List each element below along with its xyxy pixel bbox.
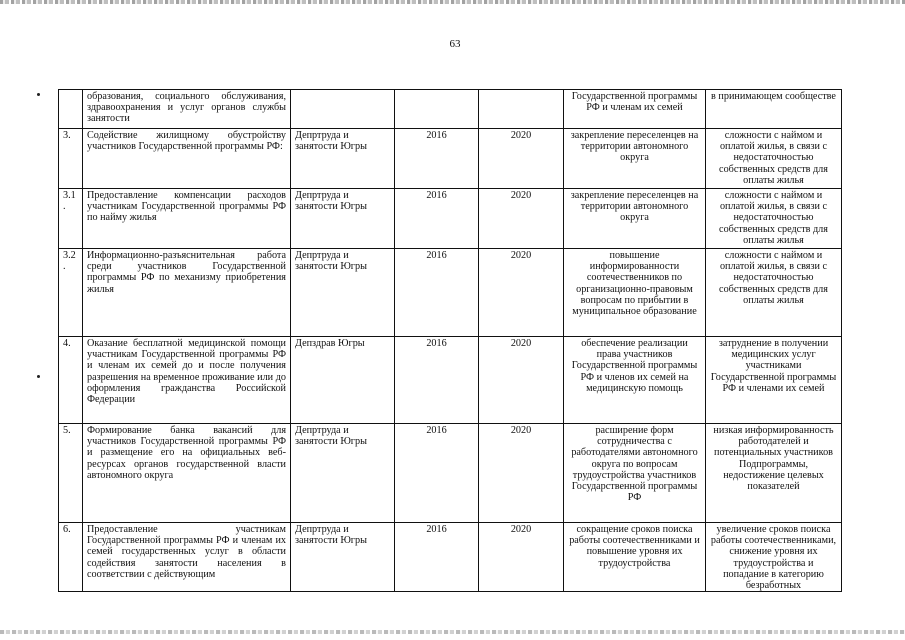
start-year: 2016 [426,425,447,436]
expected-result: закрепление переселенцев на территории автономного округа [570,190,699,224]
end-year: 2020 [510,130,532,141]
executor-cell [291,189,395,249]
risk: увеличение сроков поиска работы соотечественниками, снижение уровня их трудоустройства и попадание в категорию безработных [710,524,837,592]
start-year: 2016 [426,250,447,261]
table-row [59,523,842,592]
activity-name: Информационно-разъяснительная работа среди участников Государственной программы РФ по механизму приобретения жилья [87,250,286,295]
margin-mark [37,375,40,378]
end-year: 2020 [510,425,532,436]
executor-cell [291,249,395,337]
executor: Депртруда и занятости Югры [295,130,367,153]
table-row [59,337,842,424]
expected-result: сокращение сроков поиска работы соотечественниками и повышение уровня их трудоустройства [569,524,700,569]
table-row [59,129,842,189]
scan-edge-bottom [0,630,905,634]
executor-cell [291,424,395,523]
start-year-cell [395,90,479,129]
expected-result-cell [564,424,706,523]
expected-result-cell [564,129,706,189]
end-year-cell [479,189,564,249]
risk: сложности с наймом и оплатой жилья, в связи с недостаточностью собственных средств для оплаты жилья [719,130,828,186]
expected-result-cell [564,523,706,592]
executor: Депртруда и занятости Югры [295,190,367,213]
expected-result-cell [564,249,706,337]
executor-cell [291,337,395,424]
start-year-cell [395,249,479,337]
expected-result: расширение форм сотрудничества с работодателями автономного округа по вопросам трудоустройства участников Государственной программы РФ [571,425,698,504]
scan-edge-top [0,0,905,4]
expected-result: закрепление переселенцев на территории автономного округа [570,130,699,164]
program-activities-table [58,89,842,592]
start-year-cell [395,189,479,249]
end-year-cell [479,90,564,129]
executor-cell [291,90,395,129]
row-number: 6. [63,524,71,535]
end-year-cell [479,424,564,523]
page-number: 63 [449,38,461,50]
end-year: 2020 [510,250,532,261]
end-year: 2020 [510,190,532,201]
expected-result: повышение информированности соотечественников по организационно-правовым вопросам по прибытии в муниципальное образование [572,250,697,318]
activity-name-cell [83,129,291,189]
table-row [59,189,842,249]
risk-cell [706,90,842,129]
start-year-cell [395,129,479,189]
row-number-cell [59,523,83,592]
executor: Депздрав Югры [295,338,365,349]
row-number: 3.2 . [63,250,76,273]
start-year-cell [395,337,479,424]
executor: Депртруда и занятости Югры [295,524,367,547]
row-number: 3.1 . [63,190,76,213]
risk-cell [706,424,842,523]
risk-cell [706,129,842,189]
end-year-cell [479,523,564,592]
start-year: 2016 [426,130,447,141]
activity-name: Оказание бесплатной медицинской помощи участникам Государственной программы РФ и членам их семей до и после получения разрешения на временное проживание или до оформления гражданства Российской Федерации [87,338,286,406]
activity-name-cell [83,249,291,337]
risk: сложности с наймом и оплатой жилья, в связи с недостаточностью собственных средств для оплаты жилья [719,250,828,306]
risk: низкая информированность работодателей и потенциальных участников Подпрограммы, недостижение целевых показателей [713,425,834,493]
end-year: 2020 [510,524,532,535]
table-row [59,424,842,523]
expected-result-cell [564,189,706,249]
row-number-cell [59,90,83,129]
executor: Депртруда и занятости Югры [295,250,367,273]
end-year-cell [479,129,564,189]
risk: в принимающем сообществе [711,91,836,102]
row-number: 5. [63,425,71,436]
executor-cell [291,523,395,592]
row-number-cell [59,424,83,523]
activity-name-cell [83,90,291,129]
executor: Депртруда и занятости Югры [295,425,367,448]
row-number: 3. [63,130,71,141]
activity-name: Предоставление участникам Государственной программы РФ и членам их семей государственных услуг в области содействия занятости населения в соответствии с действующим [87,524,286,580]
start-year-cell [395,523,479,592]
risk: сложности с наймом и оплатой жилья, в связи с недостаточностью собственных средств для оплаты жилья [719,190,828,246]
activity-name: Предоставление компенсации расходов участникам Государственной программы РФ по найму жилья [87,190,286,224]
expected-result: обеспечение реализации права участников Государственной программы РФ и членов их семей на медицинскую помощь [571,338,698,394]
activity-name-cell [83,337,291,424]
risk-cell [706,337,842,424]
margin-mark [37,93,40,96]
risk-cell [706,523,842,592]
table-row [59,90,842,129]
expected-result: Государственной программы РФ и членам их семей [571,91,698,114]
risk-cell [706,249,842,337]
start-year: 2016 [426,190,447,201]
expected-result-cell [564,90,706,129]
row-number-cell [59,129,83,189]
activity-name-cell [83,189,291,249]
row-number-cell [59,337,83,424]
activity-name-cell [83,523,291,592]
end-year-cell [479,249,564,337]
executor-cell [291,129,395,189]
activity-name: образования, социального обслуживания, здравоохранения и услуг органов службы занятости [87,91,286,125]
row-number-cell [59,249,83,337]
activity-name-cell [83,424,291,523]
start-year: 2016 [426,338,447,349]
activity-name: Содействие жилищному обустройству участников Государственной программы РФ: [87,130,286,153]
activity-name: Формирование банка вакансий для участников Государственной программы РФ и размещение его на официальных веб-ресурсах органов государственной власти автономного округа [87,425,286,481]
end-year-cell [479,337,564,424]
start-year-cell [395,424,479,523]
row-number-cell [59,189,83,249]
start-year: 2016 [426,524,447,535]
risk: затруднение в получении медицинских услуг участниками Государственной программы РФ и членами их семей [710,338,837,394]
risk-cell [706,189,842,249]
expected-result-cell [564,337,706,424]
row-number: 4. [63,338,71,349]
end-year: 2020 [510,338,532,349]
table-row [59,249,842,337]
